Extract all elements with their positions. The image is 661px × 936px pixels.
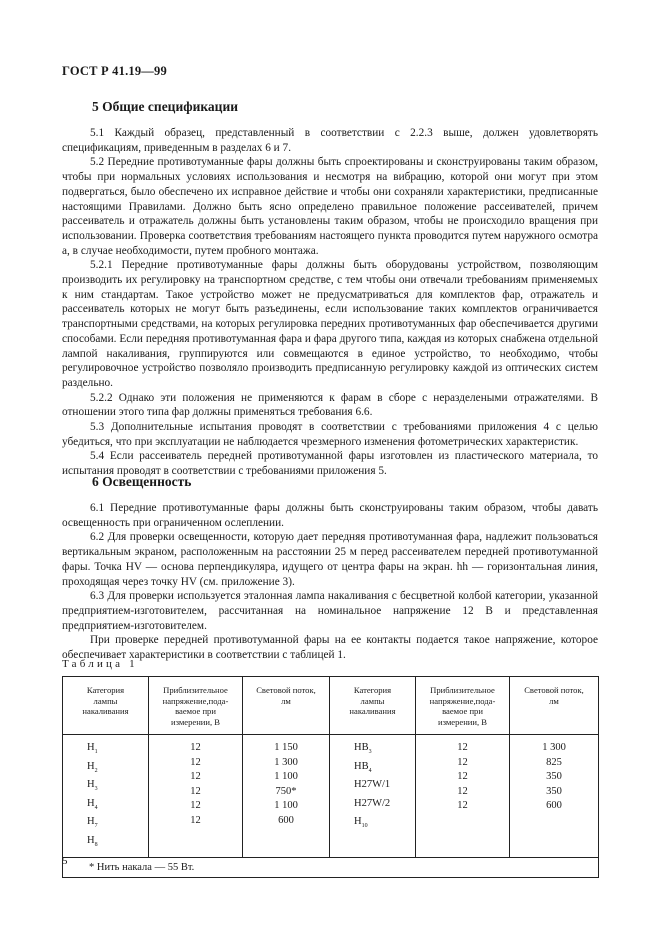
page-number: 5 <box>62 855 68 867</box>
category-cell: H27W/1 <box>354 779 391 791</box>
header-flux-left: Световой поток, лм <box>243 677 330 735</box>
table-footnote: * Нить накала — 55 Вт. <box>63 857 599 877</box>
header-flux-right: Световой поток, лм <box>510 677 599 735</box>
section-6-title: 6 Освещенность <box>92 474 192 489</box>
paragraph-6-3-voltage: При проверке передней противотуманной фары на ее контакты подается такое напряжение, которое обеспечивает характеристики в соответствии с таблицей 1. <box>62 634 598 662</box>
flux-cell: 825 <box>546 756 562 768</box>
voltage-cell: 12 <box>457 800 468 811</box>
voltage-cell: 12 <box>190 771 201 782</box>
voltage-cell: 12 <box>190 742 201 753</box>
section-5-title: 5 Общие спецификации <box>92 99 239 114</box>
paragraph-5-2-2: 5.2.2 Однако эти положения не применяются к фарам в сборе с неразделеными отражателями. В отношении этого типа фар должны применяться требования 6.6. <box>62 391 598 419</box>
paragraph-6-1: 6.1 Передние противотуманные фары должны быть сконструированы таким образом, чтобы давать освещенность при ограниченном ослеплении. <box>62 502 598 529</box>
flux-cell: 1 100 <box>274 771 298 782</box>
voltage-cell: 12 <box>457 771 468 782</box>
table-body-row <box>63 735 599 858</box>
header-category-right: Категория лампы накаливания <box>330 677 416 735</box>
paragraph-5-4: 5.4 Если рассеиватель передней противотуманной фары изготовлен из пластического материала, то испытания проводят в соответствии с требованиями приложения 5. <box>62 450 598 478</box>
left-flux-column <box>243 735 330 858</box>
section-6-body <box>62 501 598 663</box>
flux-cell: 1 150 <box>274 742 298 753</box>
voltage-cell: 12 <box>190 785 201 797</box>
header-voltage-left: Приблизительное напряжение,пода- ваемое при измерении, В <box>149 677 243 735</box>
flux-cell: 1 300 <box>274 756 298 768</box>
category-cell: $H_7$ <box>87 816 98 830</box>
paragraph-5-1: 5.1 Каждый образец, представленный в соответствии с 2.2.3 выше, должен удовлетворять спецификациям, приведенным в разделах 6 и 7. <box>62 127 598 154</box>
flux-cell: 1 300 <box>542 742 566 753</box>
flux-cell: 350 <box>546 771 562 782</box>
paragraph-5-2: 5.2 Передние противотуманные фары должны быть спроектированы и сконструированы таким образом, чтобы при нормальных условиях использования и несмотря на вибрацию, которой они могут при этом подвергаться, было обеспечено их исправное действие и чтобы они сохраняли характеристики, предписанные настоящими Правилами. Должно быть ясно определено правильное положение рассеивателей, причем рассеиватель и отражатель должны быть установлены таким образом, чтобы не происходило вращения при использовании. Проверка соответствия требованиям настоящего пункта проводится путем наружного осмотра а, в случае необходимости, путем пробного монтажа. <box>62 156 598 257</box>
lamp-table <box>62 676 599 878</box>
category-cell: $H_3$ <box>87 779 98 793</box>
table-header-row <box>63 677 599 735</box>
table-caption: Таблица 1 <box>62 658 138 670</box>
header-voltage-right: Приблизительное напряжение,пода- ваемое при измерении, В <box>416 677 510 735</box>
paragraph-5-3: 5.3 Дополнительные испытания проводят в соответствии с требованиями приложения 4 с целью убедиться, что при эксплуатации не наблюдается чрезмерного изменения фотометрических характеристик. <box>62 421 598 448</box>
flux-cell: 600 <box>546 800 562 811</box>
paragraph-6-3: 6.3 Для проверки используется эталонная лампа накаливания с бесцветной колбой категории, указанной предприятием-изготовителем, рассчитанная на номинальное напряжение 12 В и представленная предприятием-изготовителем. <box>62 590 598 632</box>
header-category-left: Категория лампы накаливания <box>63 677 149 735</box>
right-flux-column <box>510 735 599 858</box>
category-cell: H27W/2 <box>354 797 391 809</box>
voltage-cell: 12 <box>457 756 468 768</box>
voltage-cell: 12 <box>190 814 201 826</box>
paragraph-5-2-1: 5.2.1 Передние противотуманные фары должны быть оборудованы устройством, позволяющим производить их регулировку на транспортном средстве, с тем чтобы они отвечали требованиям применяемых к ним стандартам. Такое устройство может не предусматриваться для комплектов фар, отражатель и рассеиватель которых не могут быть разъединены, если использование таких комплектов ограничивается транспортными средствами, на которых регулировка передних противотуманных фар обеспечивается другими способами. Если передняя противотуманная фара и фара другого типа, каждая из которых снабжена отдельной лампой накаливания, группируются или совмещаются в единое устройство, то необходимо, чтобы регулировочное устройство позволяло производить предписанную регулировку каждой из оптических систем раздельно. <box>62 259 598 389</box>
section-5-body <box>62 126 598 479</box>
category-cell: $H_2$ <box>87 760 98 774</box>
voltage-cell: 12 <box>190 800 201 811</box>
flux-cell: 600 <box>278 814 294 826</box>
voltage-cell: 12 <box>457 785 468 797</box>
category-cell: $H_4$ <box>87 797 98 811</box>
category-cell: $H_{10}$ <box>354 816 368 830</box>
left-category-column <box>63 735 149 858</box>
flux-cell: 1 100 <box>274 800 298 811</box>
right-category-column <box>330 735 416 858</box>
right-voltage-column <box>416 735 510 858</box>
flux-cell: 750* <box>275 785 297 797</box>
left-voltage-column <box>149 735 243 858</box>
category-cell: $HB_4$ <box>354 760 372 774</box>
flux-cell: 350 <box>546 785 562 797</box>
category-cell: $H_8$ <box>87 834 98 849</box>
voltage-cell: 12 <box>190 756 201 768</box>
paragraph-6-2: 6.2 Для проверки освещенности, которую дает передняя противотуманная фара, надлежит пользоваться вертикальным экраном, расположенным на расстоянии 25 м перед рассеивателем передней противотуманной фары. Точка HV — основа перпендикуляра, идущего от центра фары на экран. hh — горизонтальная линия, проходящая через точку HV (см. приложение 3). <box>62 531 598 588</box>
category-cell: $H_1$ <box>87 742 98 756</box>
document-header: ГОСТ Р 41.19—99 <box>62 64 167 78</box>
voltage-cell: 12 <box>457 742 468 753</box>
category-cell: $HB_3$ <box>354 742 372 756</box>
